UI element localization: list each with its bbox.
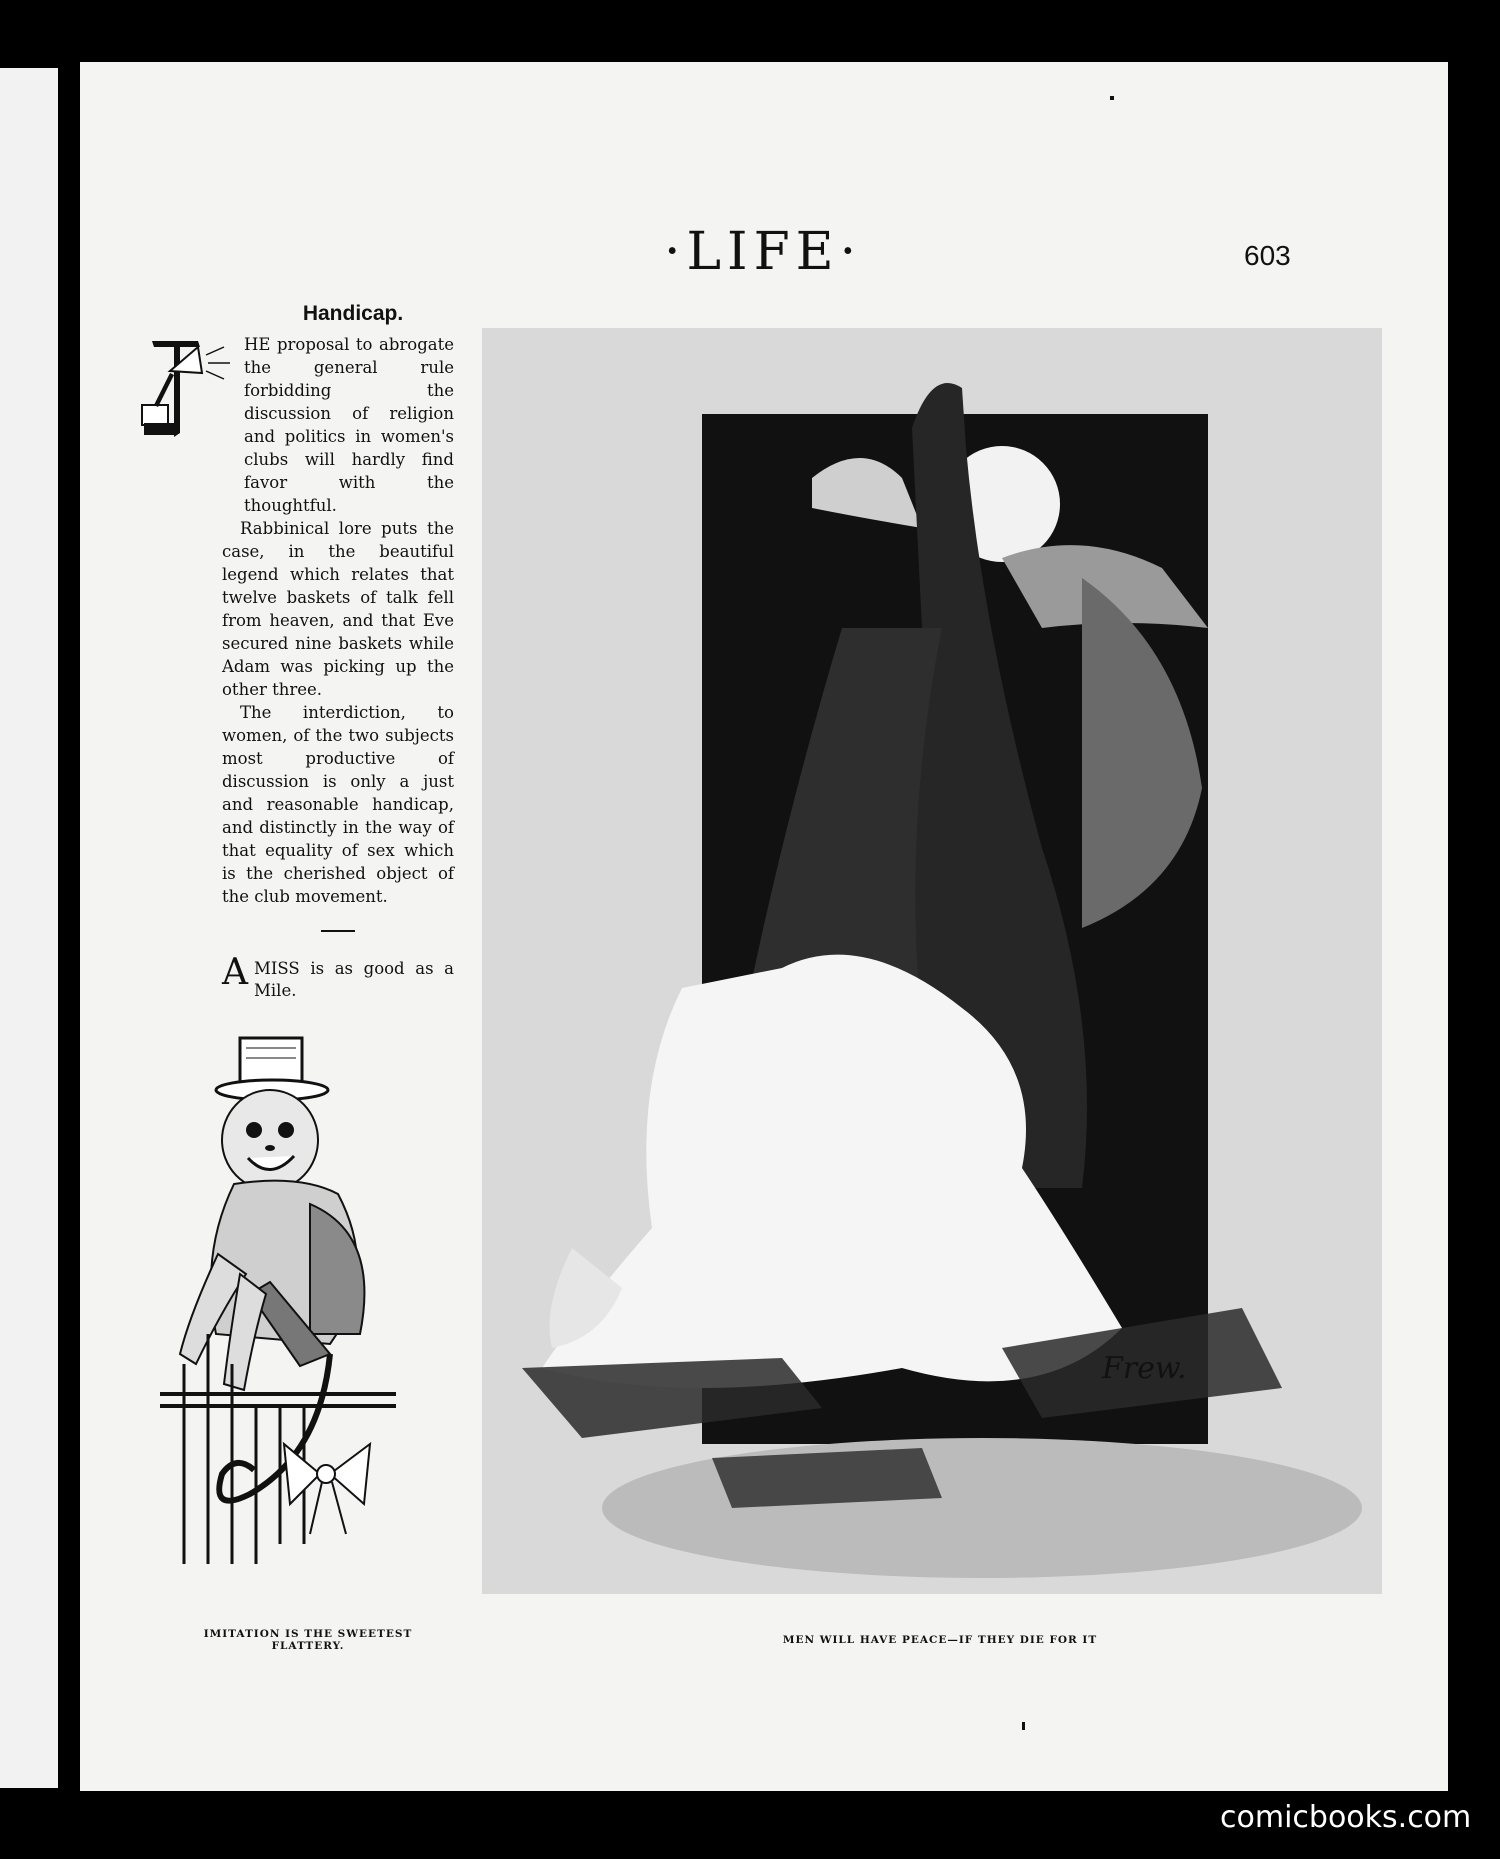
quip-text: MISS is as good as a Mile. [254,959,454,1000]
article-column [222,302,454,1002]
article-paragraph: The interdiction, to women, of the two subjects most productive of discussion is only a just and reasonable handicap, and distinctly in the way of that equality of sex which is the cherished object of the club movement. [222,703,454,906]
ink-speck [1110,96,1114,100]
peace-war-illustration [482,328,1382,1594]
artist-signature: Frew. [1102,1351,1187,1386]
page-number: 603 [1244,240,1291,271]
quip-initial: A [222,952,248,993]
monkey-in-top-hat-illustration [150,1034,450,1564]
article-paragraph: Rabbinical lore puts the case, in the beautiful legend which relates that twelve baskets of talk fell from heaven, and that Eve secured nine baskets while Adam was picking up the other three. [222,519,454,699]
adjacent-page-edge [0,68,58,1788]
quip [222,954,454,1002]
section-divider [321,930,355,932]
article-title: Handicap. [302,302,404,325]
illustration-caption: MEN WILL HAVE PEACE—IF THEY DIE FOR IT [782,1634,1098,1646]
gramophone-dropcap-icon [140,333,234,439]
monkey-caption: IMITATION IS THE SWEETEST FLATTERY. [203,1628,413,1652]
masthead: ·LIFE· [664,222,863,282]
article-paragraph: HE proposal to abrogate the general rule forbidding the discussion of religion and politics in women's clubs will hardly find favor with the thoughtful. [244,335,454,515]
ink-speck [1022,1722,1025,1730]
site-watermark: comicbooks.com [1220,1800,1472,1835]
